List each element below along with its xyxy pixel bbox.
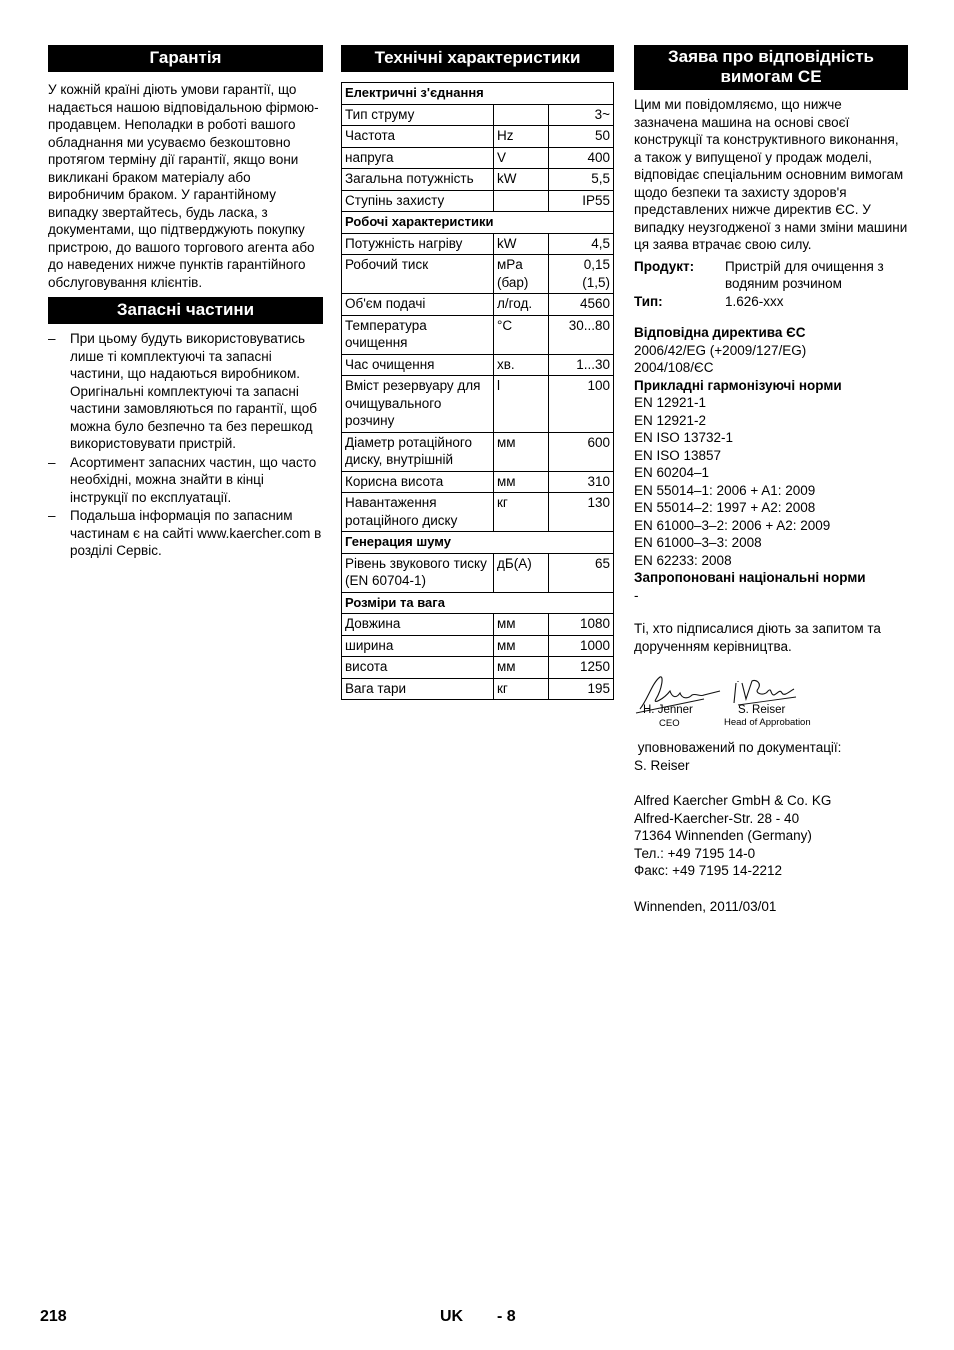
norm-item: EN 62233: 2008 <box>634 552 732 568</box>
spec-value: 1080 <box>549 614 614 636</box>
spec-value: 3~ <box>549 104 614 126</box>
spec-unit: l <box>494 376 549 433</box>
directive-item: 2004/108/ЄС <box>634 360 714 375</box>
norms-heading: Прикладні гармонізуючі норми <box>634 377 842 393</box>
specs-row <box>342 614 614 636</box>
specs-row <box>342 126 614 148</box>
norm-item: EN 12921-2 <box>634 412 707 428</box>
norm-item: EN 55014–2: 1997 + A2: 2008 <box>634 500 816 515</box>
spec-name: ширина <box>342 635 494 657</box>
spec-unit: дБ(A) <box>494 553 549 592</box>
signer2-role: Head of Approbation <box>724 717 811 728</box>
spec-name: Потужність нагріву <box>342 233 494 255</box>
spec-unit: мм <box>494 614 549 636</box>
spec-value: 310 <box>549 471 614 493</box>
norm-item: EN ISO 13732-1 <box>634 430 734 445</box>
spec-unit: мм <box>494 432 549 471</box>
specs-row <box>342 432 614 471</box>
specs-row <box>342 147 614 169</box>
spec-name: Рівень звукового тиску (EN 60704-1) <box>342 553 494 592</box>
spec-unit: kW <box>494 169 549 191</box>
specs-section-heading: Генерация шуму <box>342 532 614 554</box>
specs-row <box>342 169 614 191</box>
signature-block <box>634 669 908 731</box>
spec-value: 65 <box>549 553 614 592</box>
spec-value: 5,5 <box>549 169 614 191</box>
spec-unit: кг <box>494 493 549 532</box>
spec-unit: л/год. <box>494 294 549 316</box>
specs-row <box>342 657 614 679</box>
norm-item: EN 61000–3–2: 2006 + A2: 2009 <box>634 517 831 533</box>
spec-name: Частота <box>342 126 494 148</box>
spec-unit <box>494 104 549 126</box>
type-value: 1.626-xxx <box>725 293 784 309</box>
signer2-name: S. Reiser <box>738 704 786 716</box>
warranty-column <box>48 45 323 561</box>
directive-item: 2006/42/EG (+2009/127/EG) <box>634 342 807 358</box>
spec-name: Ступінь захисту <box>342 190 494 212</box>
norm-item: EN 60204–1 <box>634 465 710 480</box>
norms-list <box>634 394 908 569</box>
spec-name: Температура очищення <box>342 315 494 354</box>
declaration-column <box>634 45 908 915</box>
specs-row <box>342 678 614 700</box>
spare-parts-item: – При цьому будуть використовуватись лише ті комплектуючі та запасні частини, що надаються виробником. Оригінальні комплектуючі та запасні частини замовляються по гарантії, щоб можна було безпечно та без перешкод використовувати пристрій. <box>48 330 323 453</box>
spec-value: 400 <box>549 147 614 169</box>
declaration-heading: Заява про відповідність вимогам CE <box>634 45 908 90</box>
spec-name: Навантаження ротаційного диску <box>342 493 494 532</box>
spec-name: Тип струму <box>342 104 494 126</box>
spec-unit: kW <box>494 233 549 255</box>
specs-row <box>342 315 614 354</box>
spare-parts-item: – Подальша інформація по запасним частинам є на сайті www.kaercher.com в розділі Сервіс. <box>48 507 323 560</box>
spec-unit <box>494 190 549 212</box>
authorized-name: S. Reiser <box>634 757 690 773</box>
spec-unit: мм <box>494 635 549 657</box>
spec-name: Вміст резервуару для очищувального розчину <box>342 376 494 433</box>
national-norms-heading: Запропоновані національні норми <box>634 570 866 585</box>
signers-text: Ті, хто підписалися діють за запитом та дорученням керівництва. <box>634 621 881 654</box>
spec-name: Корисна висота <box>342 471 494 493</box>
specs-row <box>342 471 614 493</box>
language-code: UK <box>440 1308 464 1325</box>
spec-unit: мм <box>494 471 549 493</box>
spec-value: 195 <box>549 678 614 700</box>
spec-value: 0,15 (1,5) <box>549 255 614 294</box>
company-name: Alfred Kaercher GmbH & Co. KG <box>634 793 832 808</box>
specs-column <box>341 45 614 700</box>
specs-table <box>341 82 614 700</box>
spec-unit: мм <box>494 657 549 679</box>
warranty-heading: Гарантія <box>48 45 323 72</box>
norm-item: EN 61000–3–3: 2008 <box>634 535 762 550</box>
specs-row <box>342 376 614 433</box>
spec-unit: Hz <box>494 126 549 148</box>
company-fax: Факс: +49 7195 14-2212 <box>634 863 783 878</box>
specs-row <box>342 635 614 657</box>
place-date: Winnenden, 2011/03/01 <box>634 898 777 914</box>
spare-parts-item: – Асортимент запасних частин, що часто необхідні, можна знайти в кінці інструкції по експлуатації. <box>48 454 323 507</box>
spec-unit: °C <box>494 315 549 354</box>
directive-heading: Відповідна директива ЄС <box>634 325 806 340</box>
company-street: Alfred-Kaercher-Str. 28 - 40 <box>634 810 800 826</box>
type-label: Тип: <box>634 293 663 309</box>
norm-item: EN 55014–1: 2006 + A1: 2009 <box>634 482 816 498</box>
spec-unit: V <box>494 147 549 169</box>
warranty-text: У кожній країні діють умови гарантії, що надається нашою відповідальною фірмою-продавцем. Неполадки в роботі вашого обладнання ми усуваємо безкоштовно протягом терміну дії гарантії, якщо вони викликані браком матеріалу або виробничим браком. У гарантійному випадку звертайтесь, будь ласка, з документами, що підтверджують покупку пристрою, до вашого торгового агента або до наведених нижче пунктів гарантійного обслуговування клієнтів. <box>48 82 319 290</box>
spec-value: 600 <box>549 432 614 471</box>
specs-row <box>342 294 614 316</box>
spec-unit: мPa (бар) <box>494 255 549 294</box>
spec-name: Робочий тиск <box>342 255 494 294</box>
type-row <box>634 293 908 311</box>
spec-name: Діаметр ротаційного диску, внутрішній <box>342 432 494 471</box>
signer1-role: CEO <box>659 718 680 729</box>
directive-list <box>634 342 908 377</box>
declaration-intro: Цим ми повідомляємо, що нижче зазначена машина на основі своєї конструкції та конструктивного виконання, а також у випущеної у продаж моделі, відповідає спеціальним основним вимогам щодо безпеки та захисту здоров'я представлених нижче директив ЄС. У випадку неузгодженої з нами зміни машини ця заява втрачає свою силу. <box>634 97 908 252</box>
spec-name: Вага тари <box>342 678 494 700</box>
specs-row <box>342 553 614 592</box>
spec-name: напруга <box>342 147 494 169</box>
spec-value: 4,5 <box>549 233 614 255</box>
norm-item: EN 12921-1 <box>634 395 707 410</box>
specs-row <box>342 190 614 212</box>
specs-section-row <box>342 212 614 234</box>
spec-name: Об'єм подачі <box>342 294 494 316</box>
norm-item: EN ISO 13857 <box>634 447 722 463</box>
spec-name: Час очищення <box>342 354 494 376</box>
specs-row <box>342 354 614 376</box>
specs-row <box>342 104 614 126</box>
spec-name: висота <box>342 657 494 679</box>
spec-value: 30...80 <box>549 315 614 354</box>
spec-value: 1000 <box>549 635 614 657</box>
spare-parts-list <box>48 330 323 560</box>
spec-unit: хв. <box>494 354 549 376</box>
spec-value: 4560 <box>549 294 614 316</box>
spec-value: 50 <box>549 126 614 148</box>
signer1-name: H. Jenner <box>643 704 693 716</box>
national-norms-value: - <box>634 587 639 603</box>
product-value: Пристрій для очищення з водяним розчином <box>725 258 884 291</box>
specs-section-heading: Робочі характеристики <box>342 212 614 234</box>
spec-name: Довжина <box>342 614 494 636</box>
specs-section-heading: Розміри та вага <box>342 592 614 614</box>
company-phone: Тел.: +49 7195 14-0 <box>634 845 756 861</box>
company-city: 71364 Winnenden (Germany) <box>634 828 812 843</box>
spec-unit: кг <box>494 678 549 700</box>
spec-value: 1...30 <box>549 354 614 376</box>
page-number: 218 <box>40 1308 67 1325</box>
specs-row <box>342 493 614 532</box>
product-label: Продукт: <box>634 258 695 274</box>
specs-heading: Технічні характеристики <box>341 45 614 72</box>
specs-section-row <box>342 592 614 614</box>
spec-value: 1250 <box>549 657 614 679</box>
spec-value: 100 <box>549 376 614 433</box>
spare-parts-heading: Запасні частини <box>48 297 323 324</box>
specs-section-heading: Електричні з'єднання <box>342 83 614 105</box>
section-page: - 8 <box>497 1308 516 1325</box>
spec-value: 130 <box>549 493 614 532</box>
specs-row <box>342 233 614 255</box>
spec-name: Загальна потужність <box>342 169 494 191</box>
specs-section-row <box>342 532 614 554</box>
spec-value: IP55 <box>549 190 614 212</box>
specs-section-row <box>342 83 614 105</box>
product-row <box>634 258 908 293</box>
specs-row <box>342 255 614 294</box>
authorized-label: уповноважений по документації: <box>634 740 842 755</box>
